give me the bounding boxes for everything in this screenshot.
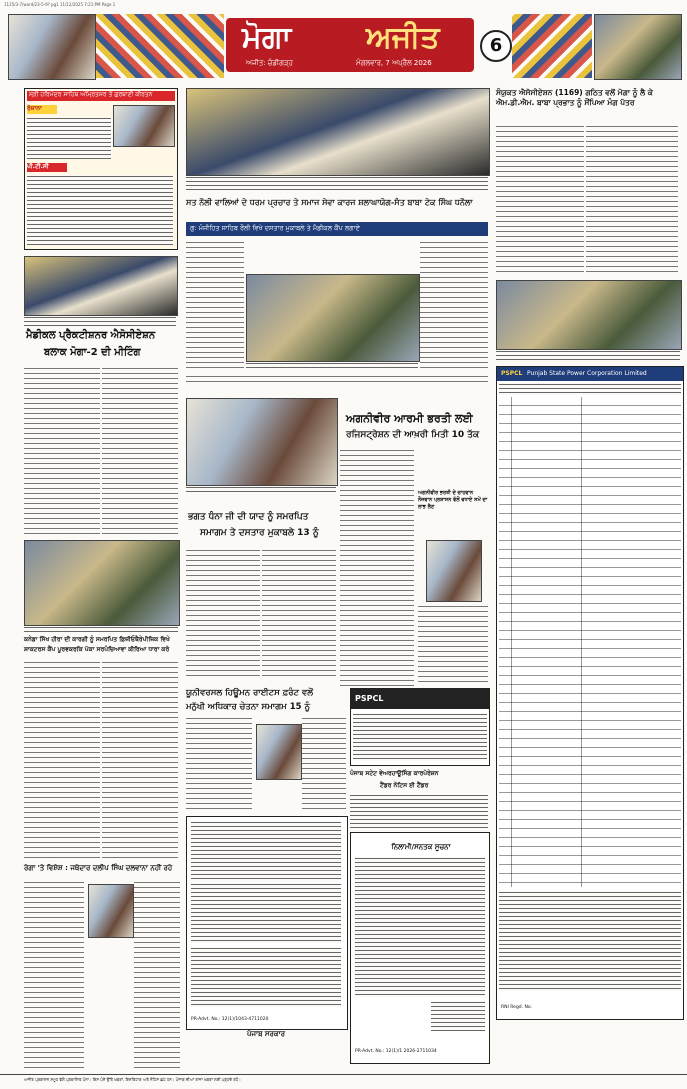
headline-human-rights: ਯੂਨੀਵਰਸਲ ਹਿਊਮਨ ਰਾਈਟਸ ਫ਼ਰੰਟ ਵਲੋਂ [186,688,314,698]
banner-gurdwara-camp-text: ਗੁ: ਮੰਜੀਹਿਤ ਸਾਹਿਬ ਰੌਲੀ ਵਿਖੇ ਦਸਤਾਰ ਮੁਕਾਬਲੇ ਤੇ ਮੈਡੀਕਲ ਕੈਂਪ ਲਗਾਏ [190,224,360,232]
center-body-g [418,604,488,686]
left-article-body-4 [102,660,178,860]
headline-memorandum: ਸੰਯੁਕਤ ਐਸੋਸੀਏਸ਼ਨ (1169) ਗਠਿਤ ਵਲੋਂ ਮੋਗਾ ਨੂੰ ਲੈ ਕੇ ਐਮ.ਡੀ.ਐਮ. ਬਾਬਾ ਪ੍ਰਭਾਤ ਨੂੰ ਸੌਂਪਿਆ ਮੰਗ ਪੱਤਰ [496,88,653,107]
headline-canada: ਕਨੇਡਾ ਸਿੱਖ ਹੀਰਾ ਦੀ ਕਾਰਗੀ ਨੂੰ ਸਮਰਪਿਤ ਫ਼ਿਜ਼ੀਓਥੈਰੇਪੀਜ਼ਿਕ ਵਿਖੇ [24,636,170,643]
masthead [0,10,687,82]
pspcl-notice-header [351,689,489,709]
auction-signature [431,1001,485,1031]
masthead-title-band [226,18,474,72]
auction-footer: PR-Advt. No.: 12(1)/1 2026-2711034 [355,1049,437,1054]
page-number: 6 [489,35,503,56]
agniveer-quote: ਅਗਨੀਵੀਰ ਭਰਤੀ ਦੇ ਚਾਹਵਾਨ ਨੌਜਵਾਨ ਪ੍ਰਸ਼ਾਸਨ ਵੱਲੋਂ ਵਧਾਏ ਸਮੇਂ ਦਾ ਲਾਭ ਲੈਣ [418,490,488,510]
center-body-a [186,240,244,370]
ad-label-ptc: ਪੀ.ਟੀ.ਸੀ [27,163,67,172]
center-body-i [302,716,346,812]
memorandum-photo [496,280,682,350]
left-article-body-3 [24,660,100,860]
center-body-h [186,716,252,812]
pspcl-table-footer: RNI Regd. No. [501,1005,532,1010]
masthead-pattern-right [512,14,592,78]
headline-block-moga: ਬਲਾਕ ਮੋਗਾ-2 ਦੀ ਮੀਟਿੰਗ [44,347,141,358]
center-body-f [340,448,414,686]
pspcl-table-header [497,367,683,381]
gurbani-ad-title: ਸ੍ਰੀ ਹਰਿਮੰਦਰ ਸਾਹਿਬ ਅੰਮ੍ਰਿਤਸਰ ਤੋਂ ਗੁਰਬਾਣੀ ਕੀਰਤਨ [27,91,175,101]
pspcl-table-grid [499,397,681,887]
punjab-sarkar-title: ਪੰਜਾਬ ਸਰਕਾਰ [246,1030,285,1038]
tender-notice-body-top [191,821,341,881]
ad-text-block-2 [27,175,173,245]
headline-chetna-15: ਮਨੁੱਖੀ ਅਧਿਕਾਰ ਚੇਤਨਾ ਸਮਾਗਮ 15 ਨੂੰ [186,702,311,712]
bottom-rule [0,1074,687,1075]
camp-photo-caption [246,362,418,370]
banner-gurdwara-camp [186,222,488,236]
memorandum-caption [496,350,680,362]
obit-body-1 [24,880,84,1070]
human-rights-portrait [256,724,302,780]
pspcl-table-intro [499,383,681,395]
title-ajit: ਅਜੀਤ [366,20,440,55]
title-moga: ਮੋਗਾ [242,20,292,55]
right-body-2 [586,124,678,276]
right-body-1 [496,124,584,276]
tender-notice-body [191,883,341,943]
page-number-badge [480,30,512,62]
ceremony-photo-main [186,88,490,176]
center-body-c [186,374,488,384]
tender-notice [186,816,348,1030]
pspcl-notice [350,688,490,766]
ceremony-caption [186,176,488,190]
center-body-e [262,548,336,678]
pspcl-table-org: PSPCL [501,370,523,377]
print-meta: 1125/3-7/ward/23-5-9? pg1 11/12/2025 7:21:PM Page 1 [4,2,116,7]
gurbani-ad [24,88,178,250]
group-photo-left [24,540,180,626]
headline-registration-10: ਰਜਿਸਟ੍ਰੇਸ਼ਨ ਦੀ ਆਖ਼ਰੀ ਮਿਤੀ 10 ਤੱਕ [346,430,480,440]
masthead-date: ਮੰਗਲਵਾਰ, 7 ਅਪ੍ਰੈਲ 2026 [356,59,432,67]
ad-text-block [27,117,111,159]
obit-portrait [88,884,134,938]
obit-body-2 [134,880,180,1070]
headline-sant-nauli: ਸਤ ਨੌਲੀ ਵਾਲਿਆਂ ਦੇ ਧਰਮ ਪ੍ਰਚਾਰ ਤੇ ਸਮਾਜ ਸੇਵਾ ਕਾਰਜ ਸ਼ਲਾਘਾਯੋਗ-ਸੰਤ ਬਾਬਾ ਟੇਕ ਸਿੰਘ ਧਨੌਲਾ [186,198,473,207]
meeting-caption [24,316,176,326]
tender-table [191,947,341,1007]
headline-dastar-13: ਸਮਾਗਮ ਤੇ ਦਸਤਾਰ ਮੁਕਾਬਲੇ 13 ਨੂੰ [200,528,319,538]
bottom-boilerplate: ਅਜੀਤ ਪ੍ਰਕਾਸ਼ਨ ਸਮੂਹ ਵੱਲੋਂ ਪ੍ਰਕਾਸ਼ਿਤ ਪੰਨਾ। ਇਸ ਪੰਨੇ ਉੱਤੇ ਖ਼ਬਰਾਂ, ਇਸ਼ਤਿਹਾਰ ਅਤੇ ਨੋਟਿਸ ਛਪੇ ਹਨ। ਪੰਜਾਬ ਦੀਆਂ ਤਾਜ਼ਾ ਖ਼ਬਰਾਂ ਲਈ ਪੜ੍ਹਦੇ ਰਹੋ। [24,1077,241,1082]
group-photo-caption [24,626,178,634]
masthead-photo-left [8,14,96,80]
ad-label-daily: ਰੋਜ਼ਾਨਾ [27,105,57,114]
masthead-sub-left: ਅਜੀਤ: ਚੰਡੀਗੜ੍ਹ [246,59,293,67]
masthead-pattern-left [96,14,224,78]
tender-footer: PR-Advt. No.: 12(1)/1043-4711020 [191,1017,269,1022]
pspcl-table-title: Punjab State Power Corporation Limited [527,370,647,377]
headline-medical-assoc: ਮੈਡੀਕਲ ਪ੍ਰੈਕਟੀਸ਼ਨਰ ਐਸੋਸੀਏਸ਼ਨ [26,330,156,341]
meeting-photo [24,256,178,316]
pspcl-table-notes [499,891,681,991]
auction-body [355,857,485,997]
program-caption [186,486,336,494]
auction-title: ਨਿਲਾਮੀ/ਸਨਤਕ ਸੂਚਨਾ [391,843,451,851]
ad-photo [113,105,175,147]
masthead-photo-right [594,14,682,80]
center-body-d [186,548,260,678]
left-article-body-2 [102,366,178,536]
headline-doctors-camp: ਸ਼ਾਕਟਰਸ ਕੈਂਪ ਪੂਰਵਕਰਕਿ ਪੱਕਾ ਸਰਪੰਚਿਆਵਾ ਕੀਰਿਆ ਧਾਰਾ ਕਰੋ [24,646,170,653]
headline-warehousing: ਪੰਜਾਬ ਸਟੇਟ ਵੇਅਰਹਾਊਸਿੰਗ ਕਾਰਪੋਰੇਸ਼ਨ [350,770,439,777]
headline-agniveer: ਅਗਨੀਵੀਰ ਆਰਮੀ ਭਰਤੀ ਲਈ [346,412,473,425]
headline-bhagat-dhanna: ਭਗਤ ਧੰਨਾ ਜੀ ਦੀ ਯਾਦ ਨੂੰ ਸਮਰਪਿਤ [188,512,309,522]
program-photo [186,398,338,486]
auction-notice [350,832,490,1064]
camp-photo [246,274,420,362]
headline-obituary: ਰੇਗਾ 'ਤੇ ਵਿਸ਼ੇਸ਼ : ਜਥੇਦਾਰ ਦਲੀਪ ਸਿੰਘ ਦਲਵਾਨਾ ਨਹੀਂ ਰਹੇ [24,864,173,872]
warehousing-body [350,794,488,828]
notice-subtitle: ਟੈਂਡਰ ਨੋਟਿਸ ਈ ਟੈਂਡਰ [380,782,429,789]
left-article-body-1 [24,366,100,536]
pspcl-logo-text: PSPCL [355,694,384,703]
center-body-b [420,240,488,370]
pspcl-notice-body [353,713,487,761]
agniveer-portrait [426,540,482,602]
pspcl-table [496,366,684,1020]
